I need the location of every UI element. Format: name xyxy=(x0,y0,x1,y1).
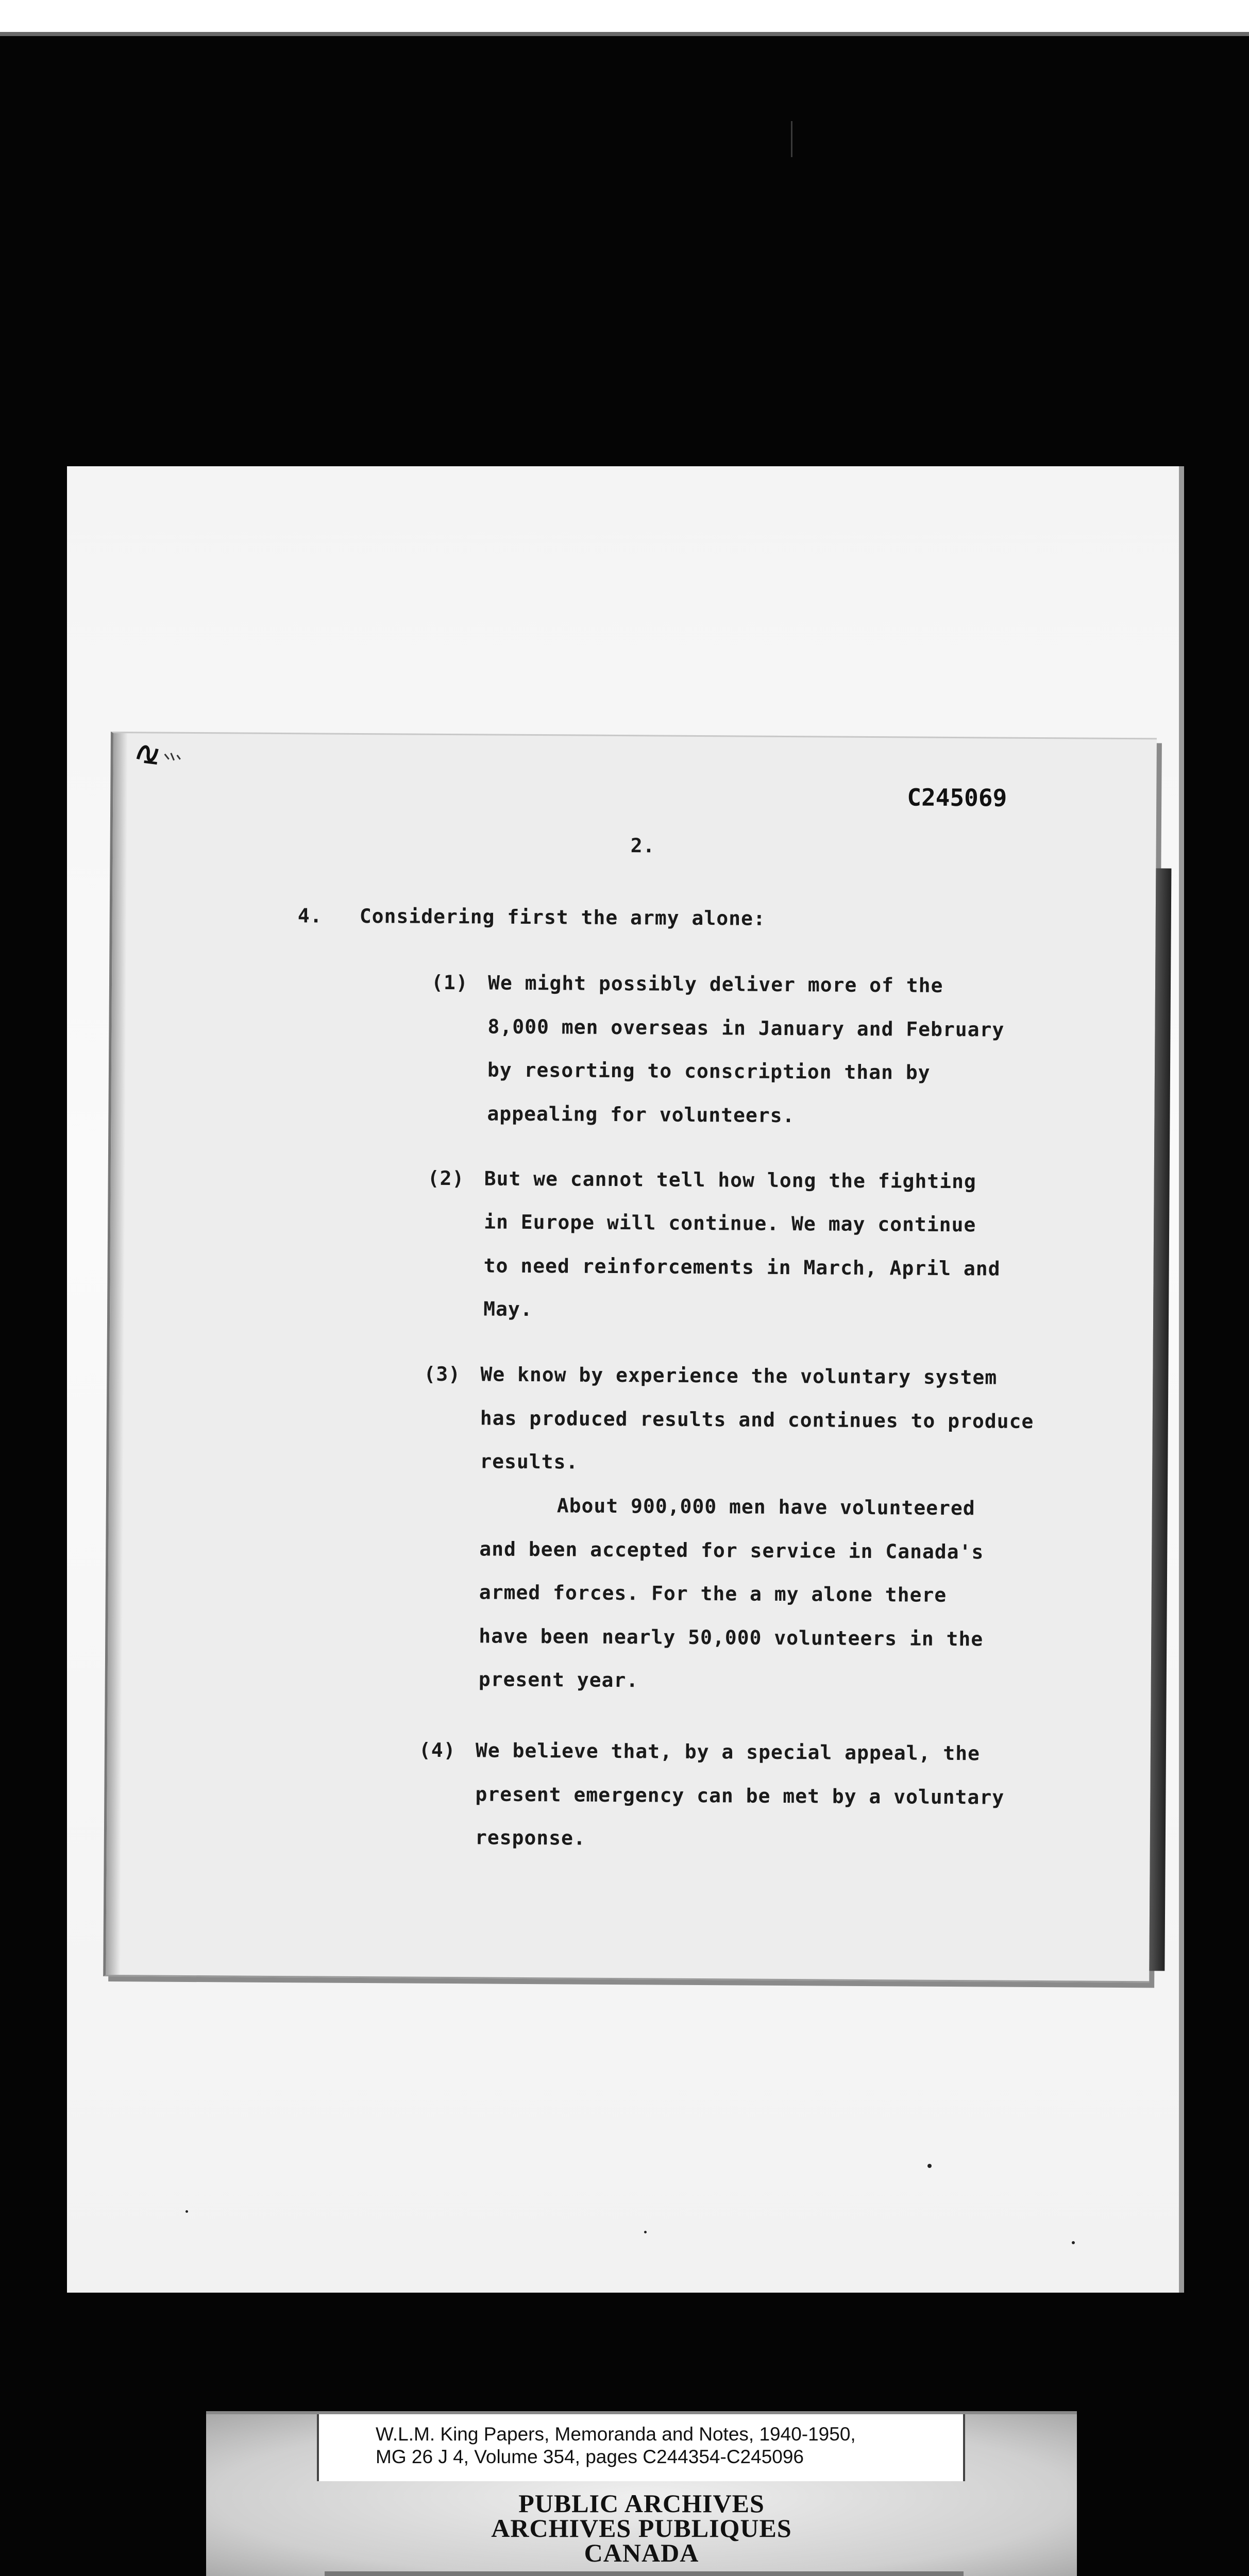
item-label: (1) xyxy=(431,971,468,994)
item-line: response. xyxy=(475,1826,586,1850)
film-scratch xyxy=(791,121,792,157)
item-line: appealing for volunteers. xyxy=(487,1102,795,1127)
item-line: in Europe will continue. We may continue xyxy=(484,1210,976,1236)
item-line: to need reinforcements in March, April and xyxy=(483,1254,1001,1280)
item-line: by resorting to conscription than by xyxy=(487,1058,931,1084)
item-line: We know by experience the voluntary system xyxy=(480,1363,998,1389)
citation-card xyxy=(317,2414,965,2481)
item-line: We believe that, by a special appeal, the xyxy=(475,1739,981,1765)
item-line: results. xyxy=(480,1450,579,1473)
citation-line-2: MG 26 J 4, Volume 354, pages C244354-C245096 xyxy=(376,2446,804,2467)
item-label: (2) xyxy=(427,1166,465,1190)
memo-page xyxy=(103,732,1157,1982)
film-speck xyxy=(185,2210,188,2213)
item-label: (3) xyxy=(424,1362,461,1386)
item-line: present year. xyxy=(478,1668,639,1692)
item-line: present emergency can be met by a voluntary xyxy=(475,1783,1005,1809)
item-line: and been accepted for service in Canada's xyxy=(479,1537,984,1564)
item-line: May. xyxy=(483,1297,533,1321)
archive-name-line-2: ARCHIVES PUBLIQUES xyxy=(491,2514,792,2543)
item-line: We might possibly deliver more of the xyxy=(487,971,943,997)
stamp-bottom-bar xyxy=(325,2571,964,2576)
item-line: About 900,000 men have volunteered xyxy=(556,1494,975,1520)
item-line: have been nearly 50,000 volunteers in the xyxy=(479,1624,984,1651)
archive-stamp xyxy=(206,2411,1077,2576)
page-number: 2. xyxy=(630,834,655,857)
item-label: (4) xyxy=(418,1738,456,1762)
section-number: 4. xyxy=(297,904,323,927)
citation-line-1: W.L.M. King Papers, Memoranda and Notes, 1940-1950, xyxy=(376,2424,856,2445)
document-id: C245069 xyxy=(907,783,1007,812)
outer-sheet-edge xyxy=(1179,466,1184,2293)
film-speck xyxy=(927,2164,932,2168)
item-line: But we cannot tell how long the fighting xyxy=(484,1167,976,1193)
archive-name-line-1: PUBLIC ARCHIVES xyxy=(518,2489,765,2518)
item-line: 8,000 men overseas in January and February xyxy=(487,1015,1005,1041)
item-line: has produced results and continues to produce xyxy=(480,1406,1034,1433)
film-speck xyxy=(1072,2241,1075,2244)
archive-name-line-3: CANADA xyxy=(584,2538,699,2567)
section-heading: Considering first the army alone: xyxy=(359,904,766,930)
item-line: armed forces. For the a my alone there xyxy=(479,1581,947,1606)
handwritten-mark-icon xyxy=(134,738,191,770)
film-speck xyxy=(644,2231,647,2233)
